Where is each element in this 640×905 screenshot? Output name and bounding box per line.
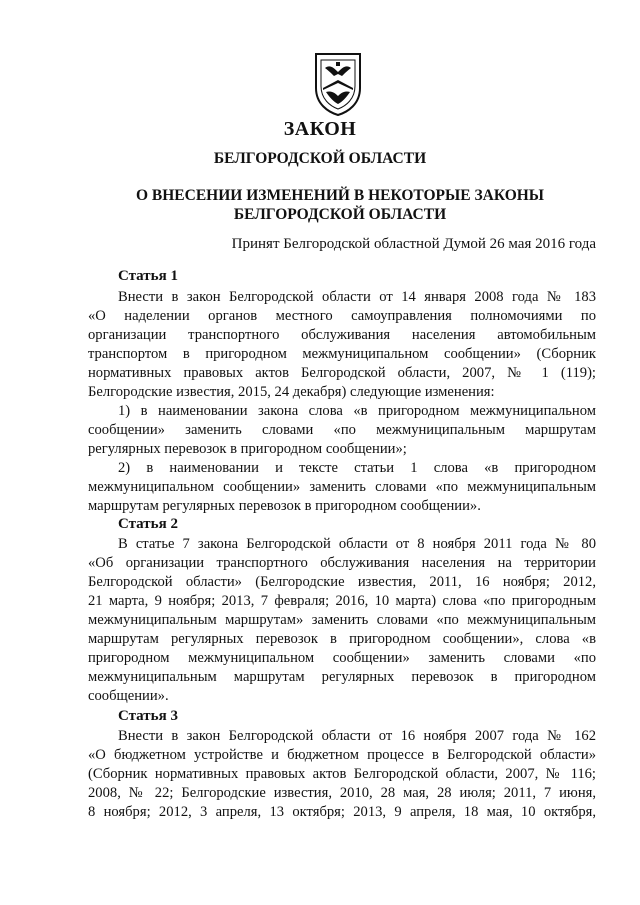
text-line: маршрутам регулярных перевозок в пригородном сообщении». [88, 498, 481, 514]
text-line: межмуниципальным маршрутам регулярных перевозок в пригородном [88, 669, 596, 685]
text-line: Внести в закон Белгородской области от 14 января 2008 года № 183 [118, 289, 596, 305]
document-region: БЕЛГОРОДСКОЙ ОБЛАСТИ [213, 150, 427, 167]
text-line: «Об организации транспортного обслуживания населения на территории [88, 555, 596, 571]
document-subtitle [60, 186, 620, 224]
text-line: нормативных правовых актов Белгородской области, 2007, № 1 (119); [88, 365, 596, 381]
text-line: сообщении» заменить словами «по межмуниципальным маршрутам [88, 422, 596, 438]
text-line: (Сборник нормативных правовых актов Белгородской области, 2007, № 116; [88, 766, 596, 782]
text-line: Белгородской области» (Белгородские известия, 2011, 16 ноября; 2012, [88, 574, 596, 590]
text-line: 1) в наименовании закона слова «в пригородном межмуниципальном [118, 403, 596, 419]
text-line: 8 ноября; 2012, 3 апреля, 13 октября; 2013, 9 апреля, 18 мая, 10 октября, [88, 804, 596, 820]
article-2-heading: Статья 2 [118, 516, 178, 532]
text-line: Внести в закон Белгородской области от 16 ноября 2007 года № 162 [118, 728, 596, 744]
belgorod-coat-of-arms-icon [312, 52, 364, 116]
subtitle-line: О ВНЕСЕНИИ ИЗМЕНЕНИЙ В НЕКОТОРЫЕ ЗАКОНЫ [135, 187, 545, 204]
subtitle-line: БЕЛГОРОДСКОЙ ОБЛАСТИ [233, 206, 447, 223]
text-line: Белгородские известия, 2015, 24 декабря) следующие изменения: [88, 384, 495, 400]
text-line: маршрутам регулярных перевозок в пригородном сообщении», слова «в [88, 631, 596, 647]
text-line: «О наделении органов местного самоуправления полномочиями по [88, 308, 596, 324]
adoption-note: Принят Белгородской областной Думой 26 мая 2016 года [231, 236, 596, 252]
text-line: организации транспортного обслуживания населения автомобильным [88, 327, 596, 343]
article-3-heading: Статья 3 [118, 708, 178, 724]
text-line: 21 марта, 9 ноября; 2013, 7 февраля; 2016, 10 марта) слова «по пригородным [88, 593, 596, 609]
text-line: сообщении». [88, 688, 169, 704]
text-line: межмуниципальным маршрутам» заменить словами «по межмуниципальным [88, 612, 596, 628]
text-line: регулярных перевозок в пригородном сообщении»; [88, 441, 407, 457]
document-title: ЗАКОН [283, 118, 357, 140]
article-1-heading: Статья 1 [118, 268, 178, 284]
text-line: В статье 7 закона Белгородской области от 8 ноября 2011 года № 80 [118, 536, 596, 552]
text-line: пригородном межмуниципальном сообщении» заменить словами «по [88, 650, 596, 666]
text-line: транспортом в пригородном межмуниципальном сообщении» (Сборник [88, 346, 596, 362]
text-line: межмуниципальном сообщении» заменить словами «по межмуниципальным [88, 479, 596, 495]
text-line: 2) в наименовании и тексте статьи 1 слова «в пригородном [118, 460, 596, 476]
text-line: 2008, № 22; Белгородские известия, 2010, 28 мая, 28 июля; 2011, 7 июня, [88, 785, 596, 801]
text-line: «О бюджетном устройстве и бюджетном процессе в Белгородской области» [88, 747, 596, 763]
